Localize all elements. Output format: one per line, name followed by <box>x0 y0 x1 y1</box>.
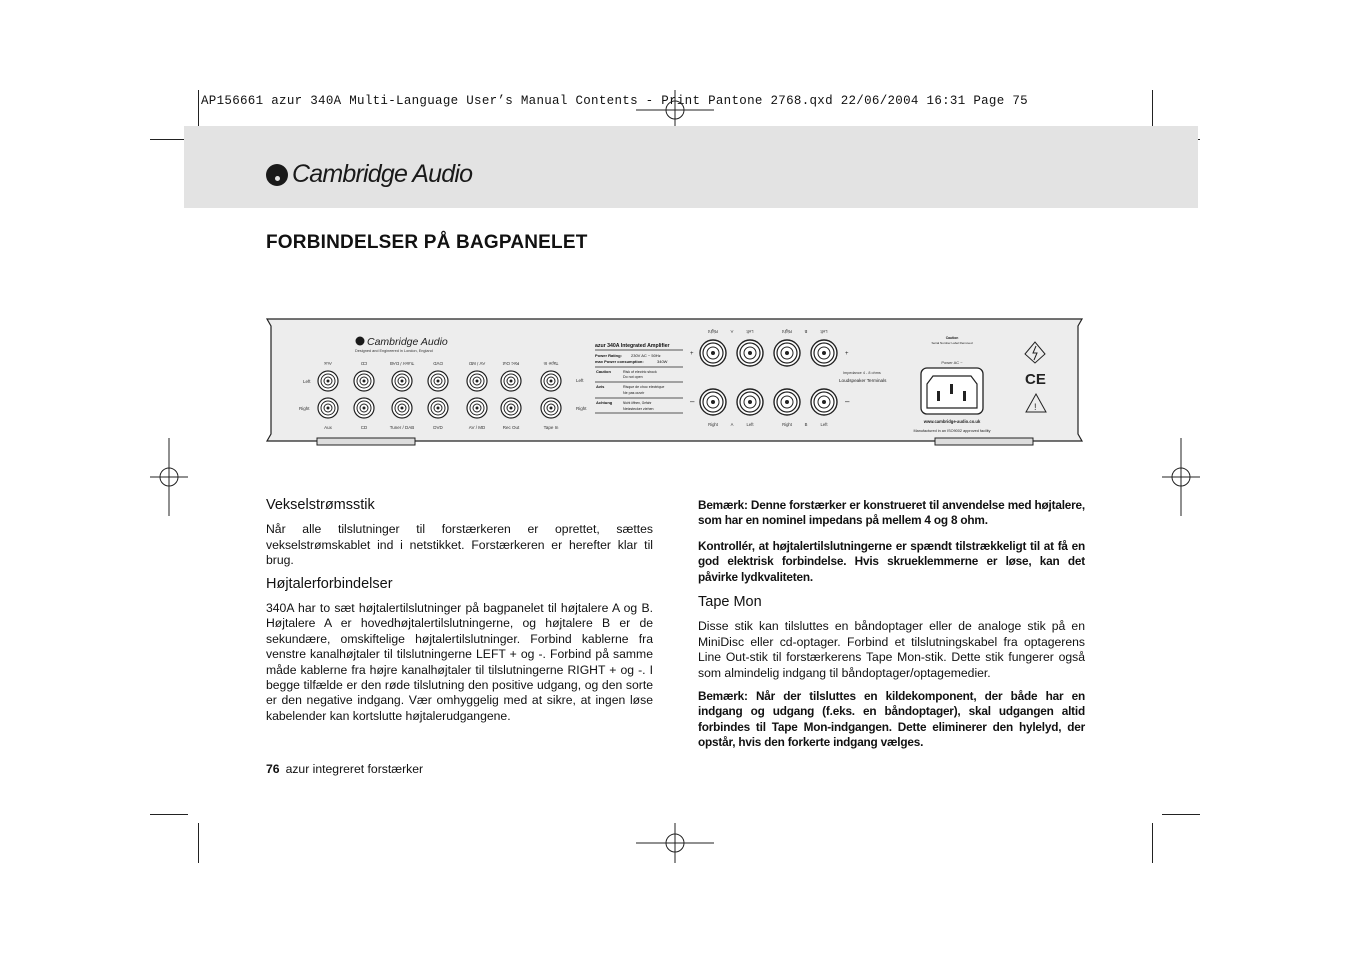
paragraph-hoejtalerforbindelser: 340A har to sæt højtalertilslutninger på bagpanelet til højtalere A og B. Højtalere A er hovedhøjtalertilslutningerne, og højtalere B er de sekundære, omskiftelige højtalertilslutninger. Forbind kablerne fra venstre kanalhøjtaler til tilslutningerne LEFT + og -. Forbind på samme måde kablerne fra højre kanalhøjtaler til tilslutningerne RIGHT + og -. I begge tilfælde er den røde tilslutning den positive udgang, og den sorte er den negative indgang. Vær omhyggelig med at sikre, at ingen løse kabelender kan kortslutte højtalerudgangene. <box>266 601 653 723</box>
page-title: FORBINDELSER PÅ BAGPANELET <box>266 232 588 253</box>
input-top-label: Rec Out <box>502 361 520 366</box>
panel-website: www.cambridge-audio.co.uk <box>923 419 981 424</box>
panel-iso: Manufactured in an ISO9002 approved facility <box>913 429 991 433</box>
speaker-terminal <box>737 389 763 415</box>
svg-text:!: ! <box>1034 402 1037 412</box>
rca-jack <box>354 398 374 418</box>
input-label-tape-in: Tape In <box>543 425 559 430</box>
panel-brand: Cambridge Audio <box>367 336 448 348</box>
caution-label: Caution <box>596 369 611 374</box>
spk-top-label: Right <box>708 329 718 334</box>
input-label-cd: CD <box>360 425 368 430</box>
achtung-label: Achtung <box>596 400 613 405</box>
page-footer <box>266 762 423 776</box>
caution-text-2: Do not open <box>623 375 643 379</box>
row-label-right: Right <box>299 406 310 411</box>
svg-text:+: + <box>845 351 849 357</box>
avis-text-2: Ne pas ouvrir <box>623 391 645 395</box>
input-top-label: DVD <box>433 361 443 366</box>
max-power-label: max Power consumption: <box>595 359 644 364</box>
speaker-terminal <box>774 389 800 415</box>
heading-hoejtalerforbindelser: Højtalerforbindelser <box>266 575 393 592</box>
power-rating-value: 230V AC ~ 50Hz <box>631 353 661 358</box>
row-label-left: Left <box>303 379 311 384</box>
caution-text-1: Risk of electric shock <box>623 370 657 374</box>
input-top-label: Tape In <box>543 361 559 366</box>
row-label-right-2: Right <box>576 406 587 411</box>
note-tape-mon: Bemærk: Når der tilsluttes en kildekomponent, der både har en indgang og udgang (f.eks. en båndoptager), skal udgangen altid forbindes til Tape Mon-indgangen. Dette eliminerer den hylelyd, der opstår, hvis den forkerte indgang vælges. <box>698 689 1085 750</box>
brand-name: Cambridge Audio <box>292 160 473 188</box>
model-name: azur 340A Integrated Amplifier <box>595 343 670 349</box>
svg-text:CE: CE <box>1025 371 1046 388</box>
input-top-label: Aux <box>324 361 332 366</box>
panel-brand-sub: Designed and Engineered in London, England <box>355 349 433 353</box>
impedance-label: Impedance 4 - 8 ohms <box>843 371 881 375</box>
spk-label: Left <box>820 422 828 427</box>
rca-jack <box>541 371 561 391</box>
input-top-label: Tuner / DAB <box>389 361 415 366</box>
speaker-terminal <box>811 340 837 366</box>
footer-text: azur integreret forstærker <box>285 762 424 776</box>
speaker-terminal <box>811 389 837 415</box>
svg-text:+: + <box>690 351 694 357</box>
achtung-text-1: Nicht öffnen, Gefahr <box>623 401 652 405</box>
rca-jack <box>467 398 487 418</box>
serial-text: Serial Number Label Removed <box>931 341 973 345</box>
left-column <box>266 498 653 732</box>
note-terminals: Kontrollér, at højtalertilslutningerne er spændt tilstrækkeligt til at få en god elektrisk forbindelse. Hvis skrueklemmerne er løse, kan det påvirke lydkvaliteten. <box>698 538 1085 584</box>
print-slug: AP156661 azur 340A Multi-Language User’s Manual Contents - Print Pantone 2768.qxd 22/06/2004 16:31 Page 75 <box>201 94 1028 108</box>
rca-jack <box>392 371 412 391</box>
spk-label: A <box>730 422 734 427</box>
paragraph-vekselstroemsstik: Når alle tilslutninger til forstærkeren er oprettet, sættes vekselstrømskablet ind i netstikket. Forstærkeren er herefter klar til brug. <box>266 522 653 568</box>
input-label-tuner: Tuner / DAB <box>389 425 415 430</box>
power-rating-label: Power Rating: <box>595 353 622 358</box>
page-number: 76 <box>266 762 280 776</box>
speaker-terminal <box>737 340 763 366</box>
loudspeaker-terminals-label: Loudspeaker Terminals <box>839 378 887 383</box>
ce-mark-icon <box>1025 371 1046 388</box>
note-impedance: Bemærk: Denne forstærker er konstrueret til anvendelse med højtalere, som har en nominel impedans på mellem 4 og 8 ohm. <box>698 498 1085 528</box>
rear-panel-illustration <box>265 318 1085 453</box>
input-top-label: CD <box>360 361 368 366</box>
spk-label: Right <box>782 422 792 427</box>
avis-label: Avis <box>596 384 605 389</box>
speaker-terminal <box>700 340 726 366</box>
heading-tape-mon: Tape Mon <box>698 594 762 611</box>
rca-jack <box>428 398 448 418</box>
paragraph-tape-mon: Disse stik kan tilsluttes en båndoptager eller de analoge stik på en MiniDisc eller cd-optager. Forbind et tilslutningskabel fra optagerens Line Out-stik til forstærkerens Tape Mon-stik. Dette stik fungerer også som almindelig indgang til båndoptager/optagemedier. <box>698 619 1085 680</box>
input-top-label: AV / MD <box>468 361 486 366</box>
heading-vekselstroemsstik: Vekselstrømsstik <box>266 497 375 513</box>
rca-jack <box>392 398 412 418</box>
svg-text:–: – <box>690 397 695 406</box>
input-label-rec-out: Rec Out <box>502 425 520 430</box>
input-label-dvd: DVD <box>433 425 443 430</box>
rca-jack <box>428 371 448 391</box>
spk-top-label: A <box>730 329 734 334</box>
iec-power-inlet <box>921 368 983 414</box>
input-label-av-md: AV / MD <box>468 425 486 430</box>
spk-label: Left <box>746 422 754 427</box>
rca-jack <box>467 371 487 391</box>
avis-text-1: Risque de choc electrique <box>623 385 665 389</box>
achtung-text-2: Netzstecker ziehen <box>623 407 654 411</box>
rca-jack <box>501 371 521 391</box>
svg-text:–: – <box>845 397 850 406</box>
spk-label: Right <box>708 422 718 427</box>
serial-caution: Caution <box>945 336 959 340</box>
power-ac-label: Power AC ~ <box>941 360 963 365</box>
rca-jack <box>318 398 338 418</box>
rca-jack <box>501 398 521 418</box>
input-label-aux: Aux <box>324 425 332 430</box>
spk-top-label: B <box>804 329 808 334</box>
cambridge-audio-logo-icon <box>266 164 288 186</box>
max-power-value: 340W <box>657 359 668 364</box>
rca-jack <box>354 371 374 391</box>
spk-top-label: Right <box>782 329 792 334</box>
right-column <box>698 498 1085 761</box>
row-label-left-2: Left <box>576 378 584 383</box>
spk-top-label: Left <box>820 329 828 334</box>
brand-logo <box>266 160 472 189</box>
spk-top-label: Left <box>746 329 754 334</box>
spk-label: B <box>804 422 808 427</box>
rca-jack <box>541 398 561 418</box>
rca-jack <box>318 371 338 391</box>
speaker-terminal <box>700 389 726 415</box>
speaker-terminal <box>774 340 800 366</box>
